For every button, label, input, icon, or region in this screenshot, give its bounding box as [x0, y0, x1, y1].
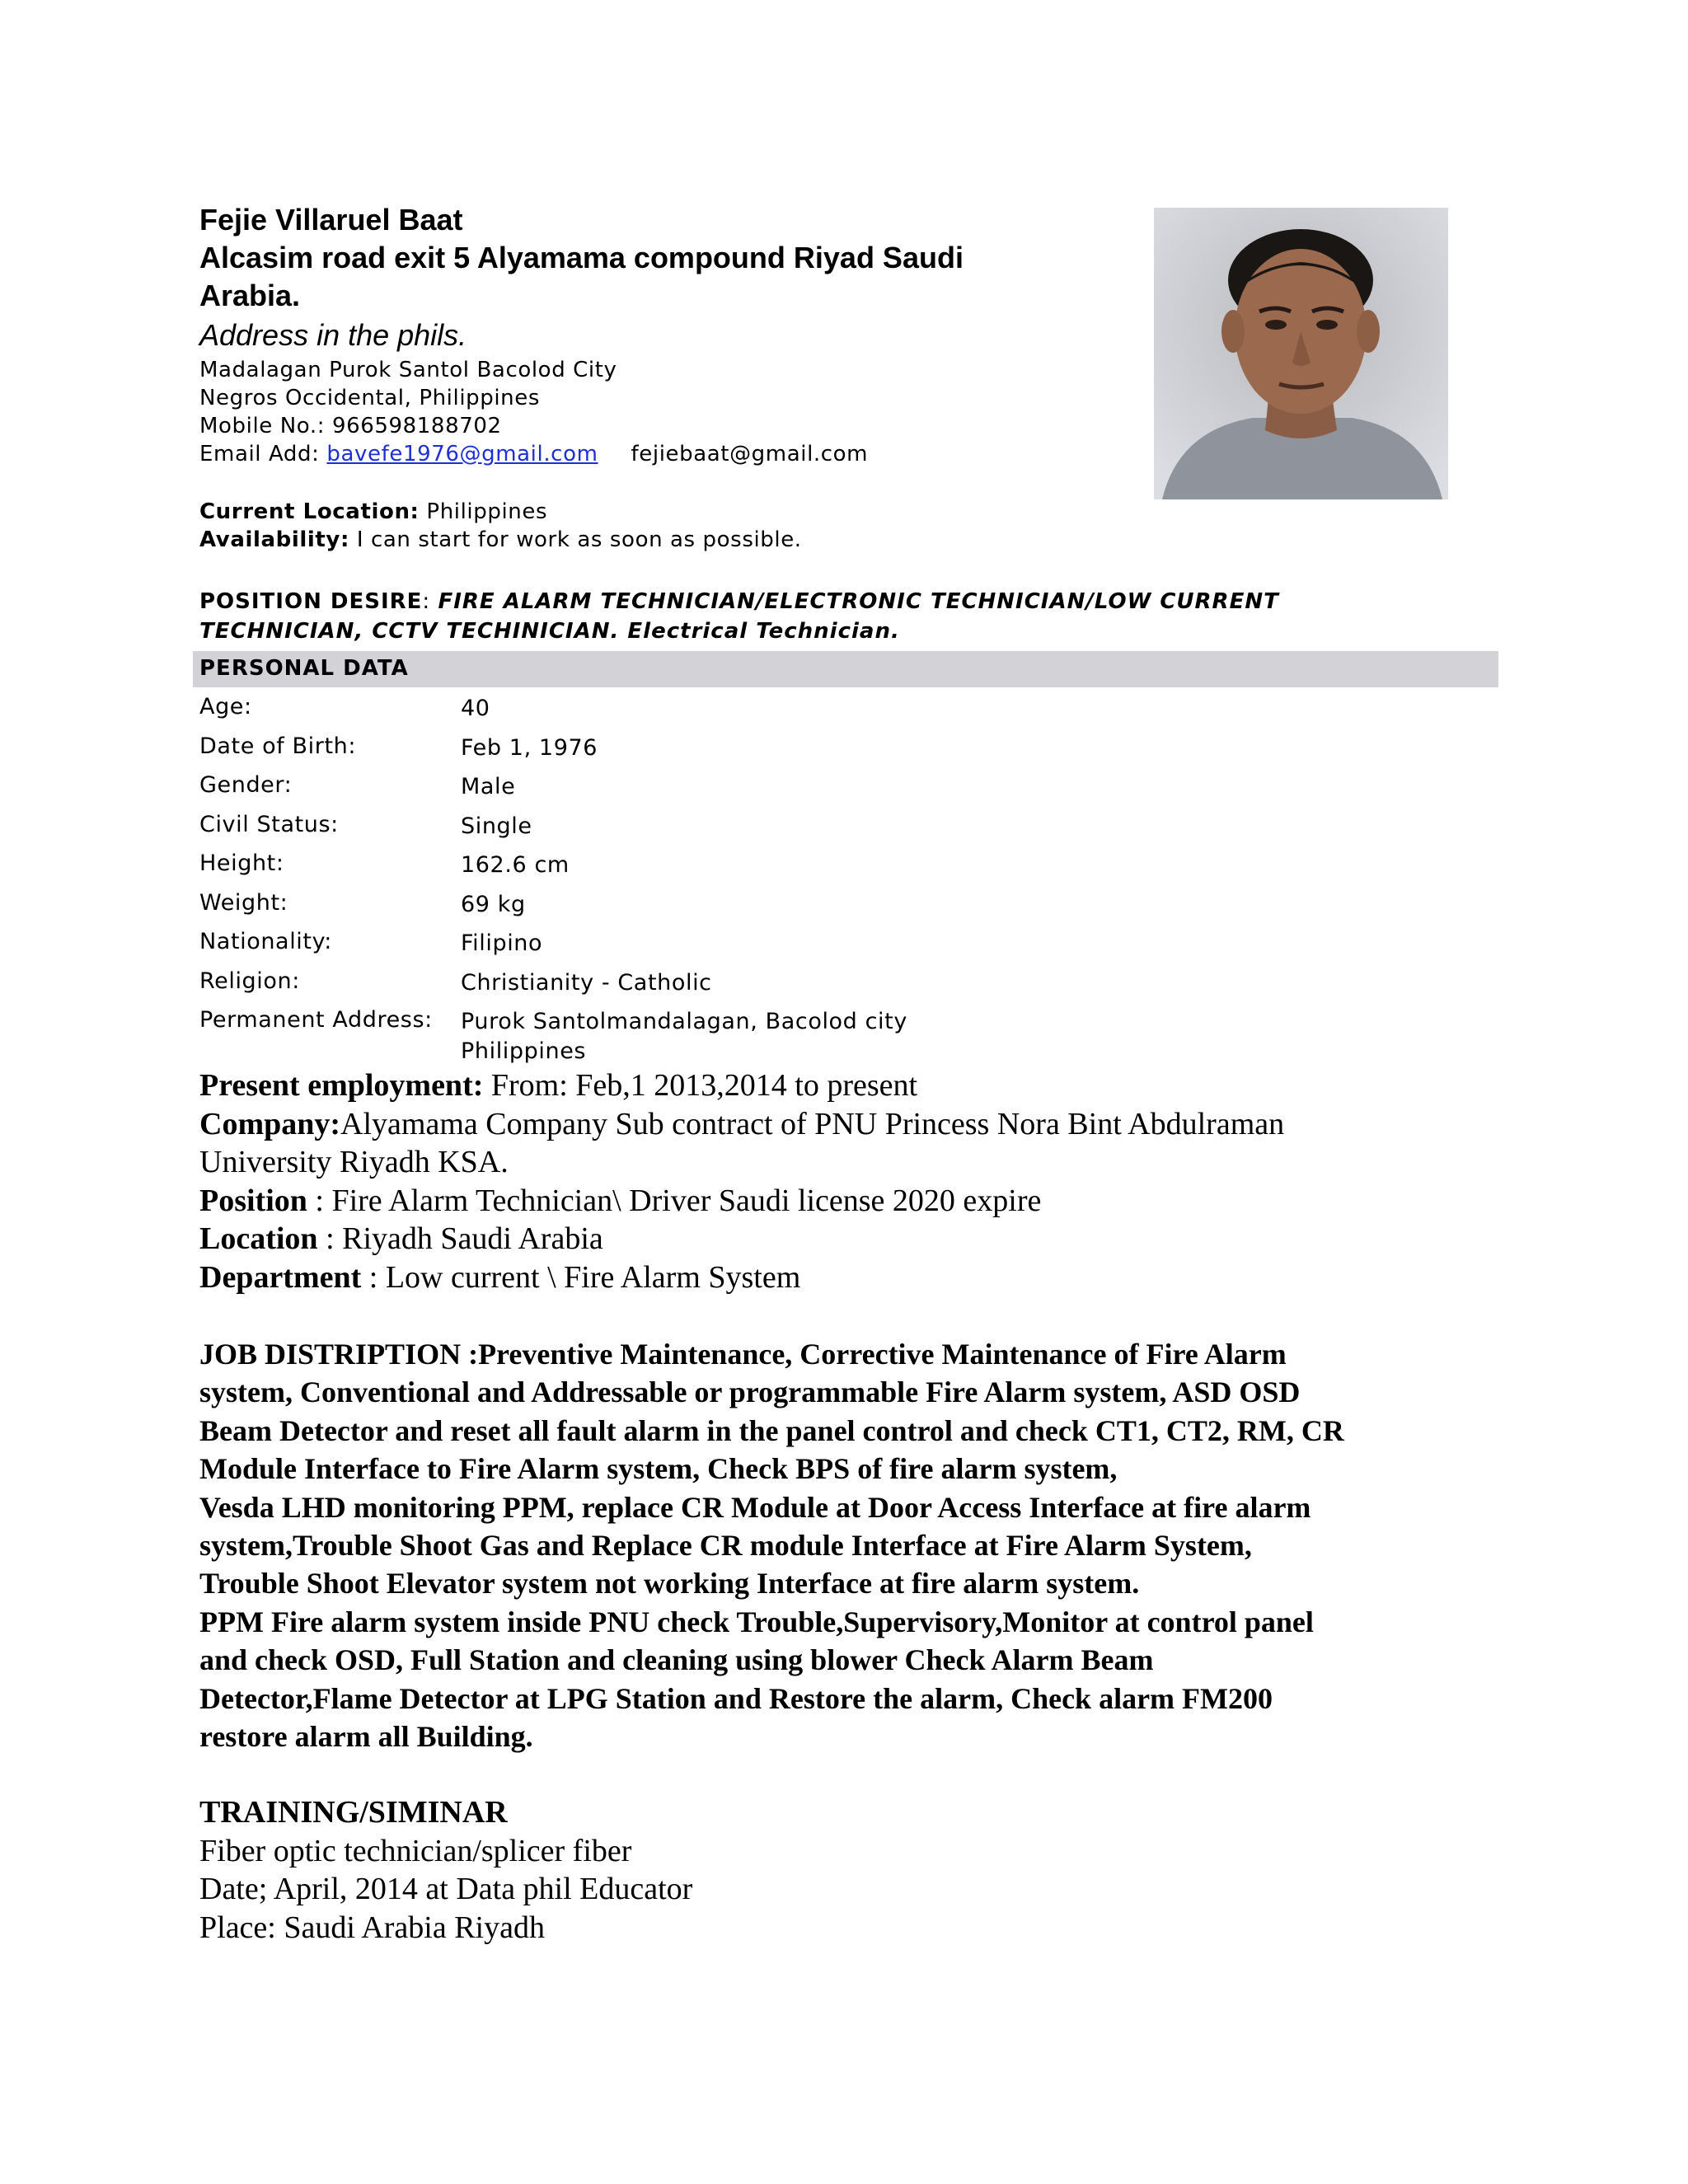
position-value-line1: FIRE ALARM TECHNICIAN/ELECTRONIC TECHNICIAN/LOW CURRENT — [438, 589, 1279, 614]
job-description-line: restore alarm all Building. — [199, 1720, 533, 1754]
row-label: Weight: — [199, 889, 288, 916]
training-line: Place: Saudi Arabia Riyadh — [199, 1910, 545, 1945]
table-row — [199, 929, 1436, 968]
table-row — [199, 733, 1436, 773]
table-row — [199, 812, 1436, 851]
present-employment-line — [199, 1066, 1518, 1105]
current-location-label: Current Location: — [199, 499, 420, 524]
company-line — [199, 1105, 1518, 1144]
row-value: Christianity - Catholic — [461, 969, 712, 996]
department-label: Department — [199, 1259, 362, 1295]
row-value: 40 — [461, 696, 490, 721]
present-employment — [199, 1066, 1518, 1296]
position-colon: : — [422, 589, 438, 614]
position-label: POSITION DESIRE — [199, 589, 423, 614]
row-label: Age: — [199, 694, 252, 719]
training-line: Fiber optic technician/splicer fiber — [199, 1833, 632, 1868]
personal-data-table — [199, 694, 1436, 1066]
availability-label: Availability: — [199, 527, 349, 552]
job-description-line: system, Conventional and Addressable or programmable Fire Alarm system, ASD OSD — [199, 1376, 1301, 1409]
phils-address-line2: Negros Occidental, Philippines — [199, 386, 541, 410]
table-row — [199, 772, 1436, 812]
availability-value: I can start for work as soon as possible. — [349, 527, 802, 552]
job-description — [199, 1335, 1518, 1755]
table-row — [199, 694, 1436, 733]
row-value — [461, 1007, 907, 1066]
location-line — [199, 1220, 1518, 1258]
job-description-line — [199, 1335, 1518, 1373]
department-line — [199, 1258, 1518, 1297]
department-value: : Low current \ Fire Alarm System — [361, 1259, 801, 1295]
training-seminar — [199, 1793, 1518, 1947]
contact-header — [199, 201, 1123, 468]
row-value: Single — [461, 813, 532, 839]
employment-location-value: : Riyadh Saudi Arabia — [317, 1221, 603, 1256]
job-description-title: JOB DISTRIPTION — [199, 1338, 462, 1371]
mobile-number: Mobile No.: 966598188702 — [199, 414, 502, 438]
personal-data-heading: PERSONAL DATA — [199, 656, 409, 681]
job-description-line: and check OSD, Full Station and cleaning using blower Check Alarm Beam — [199, 1643, 1154, 1677]
riyadh-address-line2: Arabia. — [199, 279, 301, 312]
row-label: Height: — [199, 851, 284, 876]
applicant-photo — [1154, 208, 1448, 499]
training-line: Date; April, 2014 at Data phil Educator — [199, 1872, 693, 1906]
row-label: Permanent Address: — [199, 1007, 433, 1033]
table-row — [199, 851, 1436, 890]
applicant-name: Fejie Villaruel Baat — [199, 203, 463, 237]
row-value: Feb 1, 1976 — [461, 734, 598, 761]
employment-position-value: : Fire Alarm Technician\ Driver Saudi license 2020 expire — [307, 1183, 1042, 1218]
permanent-address-line1: Purok Santolmandalagan, Bacolod city — [461, 1009, 907, 1034]
current-location-value: Philippines — [419, 499, 548, 524]
company-label: Company: — [199, 1106, 341, 1141]
row-label: Civil Status: — [199, 811, 339, 837]
email-link-primary[interactable]: bavefe1976@gmail.com — [326, 442, 598, 466]
position-line1 — [199, 587, 1502, 616]
row-value: 69 kg — [461, 891, 526, 917]
row-value: 162.6 cm — [461, 852, 570, 878]
availability — [199, 526, 1436, 554]
riyadh-address-line1: Alcasim road exit 5 Alyamama compound Riyad Saudi — [199, 241, 964, 274]
company-value: Alyamama Company Sub contract of PNU Princess Nora Bint Abdulraman — [340, 1106, 1285, 1141]
phils-address-line1: Madalagan Purok Santol Bacolod City — [199, 358, 617, 382]
table-row-permanent-address — [199, 1007, 1436, 1066]
row-label: Nationality: — [199, 929, 332, 954]
personal-data-heading-bar — [193, 651, 1498, 687]
employment-location-label: Location — [199, 1221, 318, 1256]
row-value: Male — [461, 774, 516, 799]
row-label: Date of Birth: — [199, 733, 357, 759]
job-description-line: Trouble Shoot Elevator system not working Interface at fire alarm system. — [199, 1567, 1140, 1601]
row-label: Religion: — [199, 968, 300, 994]
training-title: TRAINING/SIMINAR — [199, 1795, 508, 1830]
email-line — [199, 440, 1123, 468]
position-value-line2: TECHNICIAN, CCTV TECHINICIAN. Electrical Technician. — [199, 619, 900, 644]
row-label: Gender: — [199, 772, 293, 798]
table-row — [199, 968, 1436, 1008]
job-description-line: Detector,Flame Detector at LPG Station and Restore the alarm, Check alarm FM200 — [199, 1681, 1273, 1715]
position-desired — [199, 587, 1502, 646]
current-location — [199, 498, 1436, 526]
permanent-address-line2: Philippines — [461, 1038, 587, 1064]
location-availability — [199, 498, 1436, 554]
job-description-line: Beam Detector and reset all fault alarm in the panel control and check CT1, CT2, RM, CR — [199, 1413, 1344, 1447]
phils-address-label: Address in the phils. — [199, 318, 467, 352]
present-employment-value: From: Feb,1 2013,2014 to present — [483, 1068, 918, 1103]
job-description-line: Module Interface to Fire Alarm system, Check BPS of fire alarm system, — [199, 1452, 1118, 1486]
table-row — [199, 890, 1436, 930]
email-label: Email Add: — [199, 442, 327, 466]
employment-position-label: Position — [199, 1183, 307, 1218]
email-secondary: fejiebaat@gmail.com — [631, 442, 869, 466]
job-description-line: system,Trouble Shoot Gas and Replace CR module Interface at Fire Alarm System, — [199, 1529, 1252, 1563]
job-description-line: Vesda LHD monitoring PPM, replace CR Module at Door Access Interface at fire alarm — [199, 1490, 1311, 1524]
company-line2: University Riyadh KSA. — [199, 1145, 509, 1179]
row-value: Filipino — [461, 930, 543, 956]
job-description-line: PPM Fire alarm system inside PNU check Trouble,Supervisory,Monitor at control panel — [199, 1605, 1314, 1638]
present-employment-label: Present employment: — [199, 1068, 484, 1103]
position-line — [199, 1182, 1518, 1221]
portrait-image — [1154, 208, 1448, 499]
job-description-text: :Preventive Maintenance, Corrective Maintenance of Fire Alarm — [461, 1338, 1287, 1371]
